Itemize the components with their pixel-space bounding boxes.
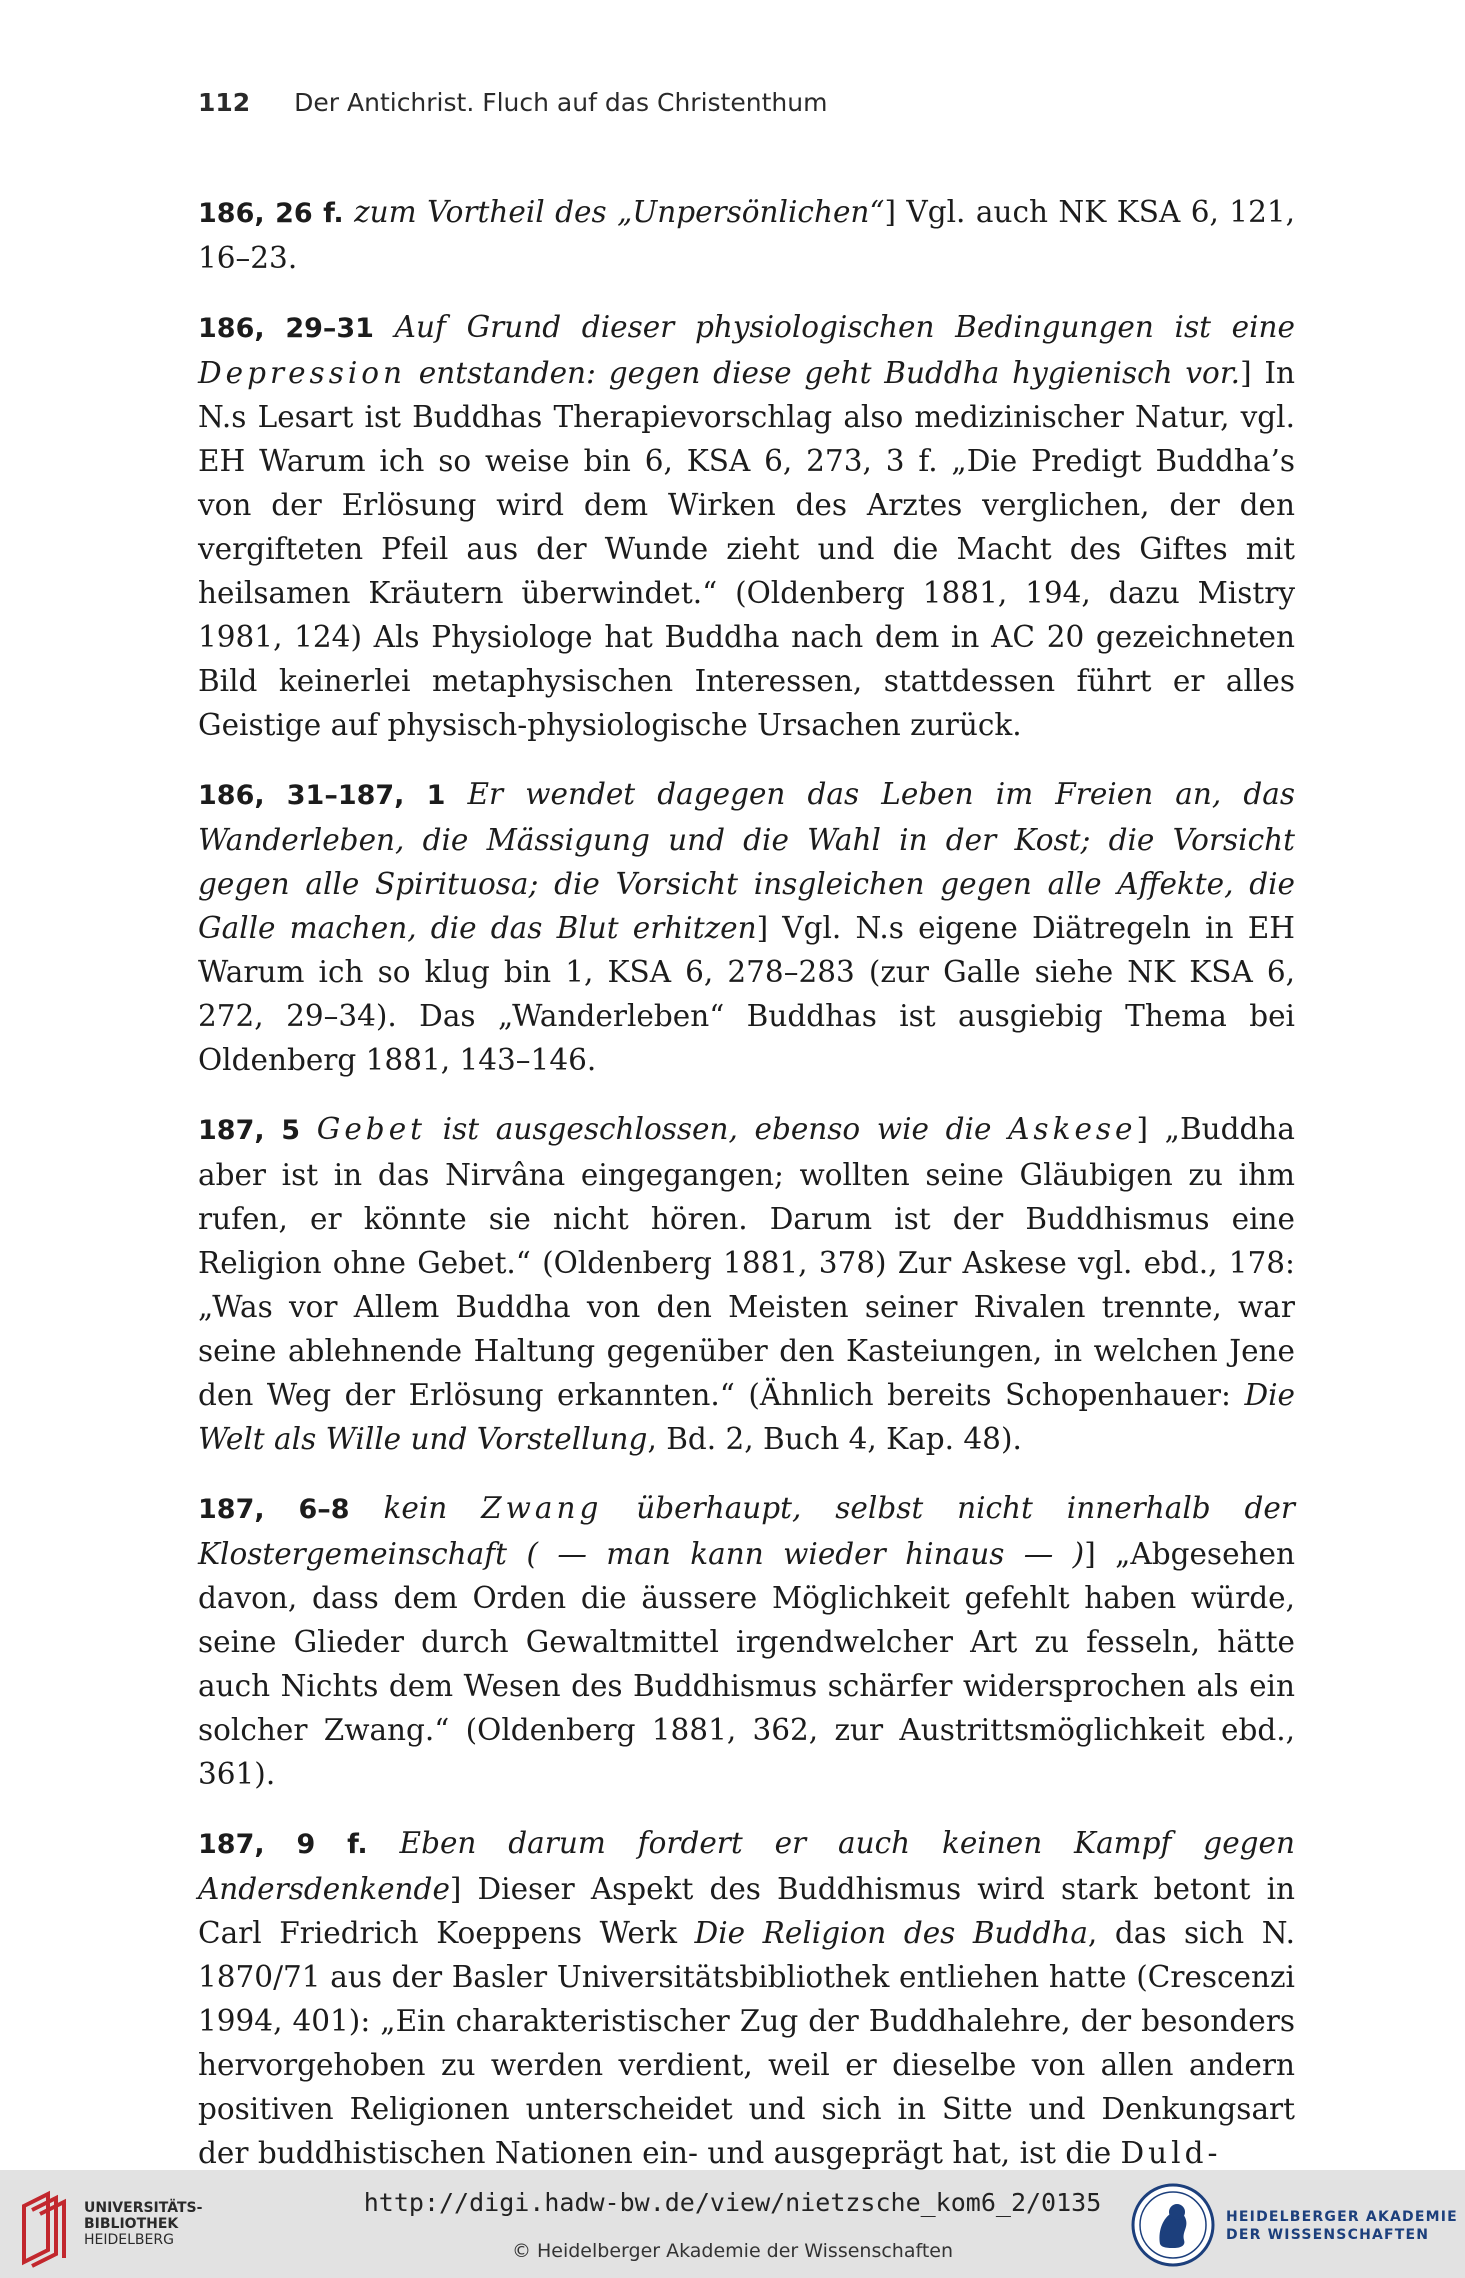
- lemma-text: Eben darum fordert er auch keinen Kampf gegen Andersdenkende: [198, 1826, 1295, 1906]
- lemma-text: Die Religion des Buddha: [694, 1916, 1088, 1950]
- lemma-text: Zwang: [481, 1491, 603, 1525]
- lemma-text: zum Vortheil des „Unpersönlichen“: [354, 195, 885, 229]
- lemma-reference: 186, 26 f.: [198, 198, 344, 229]
- commentary-text: [445, 777, 467, 811]
- academy-line-1: HEIDELBERGER AKADEMIE: [1226, 2209, 1458, 2225]
- lemma-reference: 187, 5: [198, 1115, 301, 1146]
- lemma-text: Er wendet dagegen das Leben im Freien an, das Wanderleben, die Mässigung und die Wahl in der Kost; die Vorsicht gegen alle Spirituosa; die Vorsicht insgleichen gegen alle Affekte, die Galle machen, die das Blut erhitzen: [198, 777, 1295, 945]
- library-line-2: BIBLIOTHEK: [84, 2216, 179, 2232]
- copyright-notice: © Heidelberger Akademie der Wissenschaften: [511, 2240, 954, 2262]
- footer-bar: [0, 2170, 1465, 2278]
- academy-line-2: DER WISSENSCHAFTEN: [1226, 2227, 1430, 2243]
- commentary-text: [300, 1112, 317, 1146]
- commentary-entry: [198, 1821, 1295, 2175]
- commentary-text: [368, 1826, 400, 1860]
- running-header: [198, 88, 1298, 117]
- commentary-entry: [198, 1486, 1295, 1796]
- commentary-text: , Bd. 2, Buch 4, Kap. 48).: [647, 1422, 1022, 1456]
- lemma-text: Auf Grund dieser physiologischen Bedingungen ist eine: [394, 310, 1295, 344]
- commentary-entry: [198, 190, 1295, 280]
- commentary-entry: [198, 772, 1295, 1082]
- commentary-text: ] Dieser Aspekt des Buddhismus wird stark betont in Carl Friedrich Koeppens Werk: [198, 1872, 1295, 1950]
- commentary-text: [374, 310, 395, 344]
- lemma-text: Depression: [198, 356, 407, 390]
- lemma-text: kein: [383, 1491, 482, 1525]
- commentary-text: [344, 195, 354, 229]
- permalink-url[interactable]: http://digi.hadw-bw.de/view/nietzsche_kom6_2/0135: [363, 2188, 1102, 2217]
- lemma-reference: 187, 6–8: [198, 1494, 350, 1525]
- academy-seal-icon: [1130, 2182, 1216, 2268]
- lemma-reference: 186, 29–31: [198, 313, 374, 344]
- library-line-1: UNIVERSITÄTS-: [84, 2200, 203, 2216]
- lemma-text: entstanden: gegen diese geht Buddha hygienisch vor.: [406, 356, 1241, 390]
- commentary-text: ] In N.s Lesart ist Buddhas Therapievorschlag also medizinischer Natur, vgl. EH Warum ich so weise bin 6, KSA 6, 273, 3 f. „Die Predigt Buddha’s von der Erlösung wird dem Wirken des Arztes verglichen, der den vergifteten Pfeil aus der Wunde zieht und die Macht des Giftes mit heilsamen Kräutern überwindet.“ (Oldenberg 1881, 194, dazu Mistry 1981, 124) Als Physiologe hat Buddha nach dem in AC 20 gezeichneten Bild keinerlei metaphysischen Interessen, stattdessen führt er alles Geistige auf physisch-physiologische Ursachen zurück.: [198, 356, 1295, 742]
- lemma-text: Askese: [1008, 1112, 1137, 1146]
- page-number: 112: [198, 88, 251, 117]
- commentary-body: [198, 190, 1295, 2200]
- commentary-text: ] Vgl. auch NK KSA 6, 121, 16–23.: [198, 195, 1295, 275]
- commentary-text: ] „Buddha aber ist in das Nirvâna eingegangen; wollten seine Gläubigen zu ihm rufen, er könnte sie nicht hören. Darum ist der Buddhismus eine Religion ohne Gebet.“ (Oldenberg 1881, 378) Zur Askese vgl. ebd., 178: „Was vor Allem Buddha von den Meisten seiner Rivalen trennte, war seine ablehnende Haltung gegenüber den Kasteiungen, in welchen Jene den Weg der Erlösung erkannten.“ (Ähnlich bereits Schopenhauer:: [198, 1112, 1295, 1412]
- lemma-text: ist ausgeschlossen, ebenso wie die: [426, 1112, 1009, 1146]
- lemma-reference: 186, 31–187, 1: [198, 780, 446, 811]
- lemma-text: überhaupt, selbst nicht innerhalb der Klostergemeinschaft ( — man kann wieder hinaus — ): [198, 1491, 1295, 1571]
- commentary-entry: [198, 1107, 1295, 1461]
- academy-label: [1226, 2208, 1458, 2244]
- lemma-text: Gebet: [316, 1112, 427, 1146]
- commentary-text: ] Vgl. N.s eigene Diätregeln in EH Warum ich so klug bin 1, KSA 6, 278–283 (zur Galle siehe NK KSA 6, 272, 29–34). Das „Wanderleben“ Buddhas ist ausgiebig Thema bei Oldenberg 1881, 143–146.: [198, 911, 1295, 1077]
- commentary-text: ] „Abgesehen davon, dass dem Orden die äussere Möglichkeit gefehlt haben würde, seine Glieder durch Gewaltmittel irgendwelcher Art zu fesseln, hätte auch Nichts dem Wesen des Buddhismus schärfer widersprochen als ein solcher Zwang.“ (Oldenberg 1881, 362, zur Austrittsmöglichkeit ebd., 361).: [198, 1537, 1295, 1791]
- commentary-text: , das sich N. 1870/71 aus der Basler Universitätsbibliothek entliehen hatte (Crescenzi 1994, 401): „Ein charakteristischer Zug der Buddhalehre, der besonders hervorgehoben zu werden verdient, weil er dieselbe von allen andern positiven Religionen unterscheidet und sich in Sitte und Denkungsart der buddhistischen Nationen ein- und ausgeprägt hat, ist die: [198, 1916, 1295, 2170]
- commentary-entry: [198, 305, 1295, 747]
- library-line-3: HEIDELBERG: [84, 2232, 174, 2248]
- commentary-text: [350, 1491, 384, 1525]
- lemma-text: Die Welt als Wille und Vorstellung: [198, 1378, 1295, 1456]
- commentary-text: Duld-: [1120, 2136, 1222, 2170]
- lemma-reference: 187, 9 f.: [198, 1829, 368, 1860]
- running-title: Der Antichrist. Fluch auf das Christenthum: [294, 88, 828, 117]
